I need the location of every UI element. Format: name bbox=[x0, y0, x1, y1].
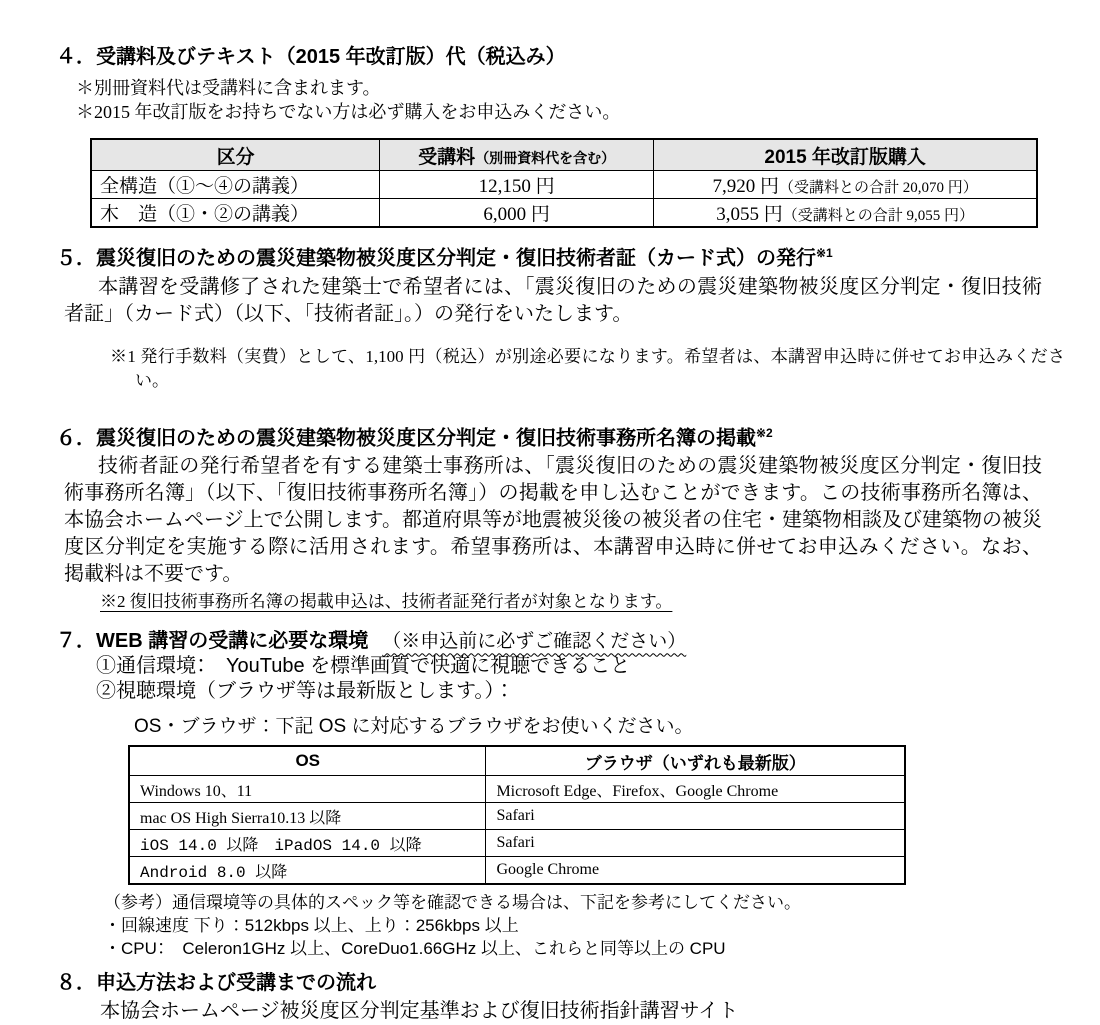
section-5-heading-text: ５．震災復旧のための震災建築物被災度区分判定・復旧技術者証（カード式）の発行 bbox=[56, 247, 816, 270]
section-office-register bbox=[56, 420, 1042, 615]
purchase-note: （受講料との合計 20,070 円） bbox=[779, 180, 978, 196]
fee-col-fee-main: 受講料 bbox=[418, 146, 476, 168]
spec-reference-intro: （参考）通信環境等の具体的スペック等を確認できる場合は、下記を参考にしてください。 bbox=[104, 893, 801, 913]
fee-col-fee-sub: （別冊資料代を含む） bbox=[475, 149, 616, 166]
purchase-cell bbox=[654, 171, 1037, 199]
os-cell: iOS 14.0 以降 iPadOS 14.0 以降 bbox=[129, 830, 486, 857]
fee-note-1: ＊別冊資料代は受講料に含まれます。 bbox=[76, 78, 381, 98]
os-cell: mac OS High Sierra10.13 以降 bbox=[129, 803, 486, 830]
spec-cpu: ・CPU： Celeron1GHz 以上、CoreDuo1.66GHz 以上、これらと同等以上の CPU bbox=[104, 939, 726, 959]
fee-table bbox=[90, 138, 1038, 228]
purchase-amount: 7,920 円 bbox=[712, 176, 780, 197]
spec-reference bbox=[104, 891, 1042, 960]
fee-col-fee bbox=[380, 139, 654, 171]
browser-cell: Microsoft Edge、Firefox、Google Chrome bbox=[486, 776, 905, 803]
footnote-1: ※1 発行手数料（実費）として、1,100 円（税込）が別途必要になります。希望者は、本講習申込時に併せてお申込みください。 bbox=[110, 346, 1065, 390]
fee-col-purchase: 2015 年改訂版購入 bbox=[654, 139, 1037, 171]
fee-cell: 12,150 円 bbox=[380, 171, 654, 199]
env-item-viewing: ②視聴環境（ブラウザ等は最新版とします。）： bbox=[96, 680, 515, 703]
browser-col-header: ブラウザ（いずれも最新版） bbox=[486, 746, 905, 776]
table-row bbox=[129, 857, 905, 885]
table-row bbox=[91, 199, 1037, 228]
section-fees bbox=[56, 44, 1042, 228]
browser-cell: Safari bbox=[486, 803, 905, 830]
fee-note-2: ＊2015 年改訂版をお持ちでない方は必ず購入をお申込みください。 bbox=[76, 102, 621, 122]
section-7-heading-note: （※申込前に必ずご確認ください） bbox=[382, 631, 687, 653]
footnote-ref-2: ※2 bbox=[756, 425, 773, 440]
section-4-heading: ４．受講料及びテキスト（2015 年改訂版）代（税込み） bbox=[56, 46, 566, 68]
spec-line-speed: ・回線速度 下り：512kbps 以上、上り：256kbps 以上 bbox=[104, 916, 519, 936]
section-web-env bbox=[56, 626, 1042, 960]
fee-table-header-row bbox=[91, 139, 1037, 171]
table-row bbox=[129, 830, 905, 857]
section-tech-card bbox=[56, 240, 1065, 393]
purchase-amount: 3,055 円 bbox=[716, 204, 783, 225]
section-8-body: 本協会ホームページ被災度区分判定基準および復旧技術指針講習サイト bbox=[100, 1000, 739, 1023]
browser-cell: Safari bbox=[486, 830, 905, 857]
table-row bbox=[129, 803, 905, 830]
section-6-heading-text: ６．震災復旧のための震災建築物被災度区分判定・復旧技術事務所名簿の掲載 bbox=[56, 427, 756, 450]
purchase-cell bbox=[654, 199, 1037, 228]
browser-cell: Google Chrome bbox=[486, 857, 905, 885]
os-cell: Android 8.0 以降 bbox=[129, 857, 486, 885]
os-browser-line: OS・ブラウザ：下記 OS に対応するブラウザをお使いください。 bbox=[134, 716, 694, 738]
fee-cell: 6,000 円 bbox=[380, 199, 654, 228]
section-5-body: 本講習を受講修了された建築士で希望者には、「震災復旧のための震災建築物被災度区分判定・復旧技術者証」（カード式）（以下、「技術者証」。）の発行をいたします。 bbox=[64, 275, 1042, 325]
os-browser-table bbox=[128, 745, 906, 885]
category-cell: 木 造（①・②の講義） bbox=[91, 199, 380, 228]
os-col-header: OS bbox=[129, 746, 486, 776]
fee-notes bbox=[76, 76, 1042, 124]
fee-col-category: 区分 bbox=[91, 139, 380, 171]
os-cell: Windows 10、11 bbox=[129, 776, 486, 803]
os-table-header-row bbox=[129, 746, 905, 776]
section-6-body: 技術者証の発行希望者を有する建築士事務所は、「震災復旧のための震災建築物被災度区分判定・復旧技術事務所名簿」（以下、「復旧技術事務所名簿」）の掲載を申し込むことができます。この技術事務所名簿は、本協会ホームページ上で公開します。都道府県等が地震被災後の被災者の住宅・建築物相談及び建築物の被災度区分判定を実施する際に活用されます。希望事務所は、本講習申込時に併せてお申込みください。なお、掲載料は不要です。 bbox=[64, 455, 1042, 586]
category-cell: 全構造（①～④の講義） bbox=[91, 171, 380, 199]
section-6-heading bbox=[56, 420, 1042, 452]
section-7-heading: ７．WEB 講習の受講に必要な環境 bbox=[56, 630, 369, 653]
section-apply-flow bbox=[56, 970, 1042, 1025]
section-7-heading-row bbox=[56, 626, 1042, 654]
section-5-heading bbox=[56, 240, 1042, 272]
table-row bbox=[91, 171, 1037, 199]
footnote-2: ※2 復旧技術事務所名簿の掲載申込は、技術者証発行者が対象となります。 bbox=[100, 592, 673, 612]
purchase-note: （受講料との合計 9,055 円） bbox=[782, 208, 975, 224]
section-8-heading: ８．申込方法および受講までの流れ bbox=[56, 972, 376, 995]
env-item-network: ①通信環境： YouTube を標準画質で快適に視聴できること bbox=[96, 655, 631, 678]
table-row bbox=[129, 776, 905, 803]
footnote-ref-1: ※1 bbox=[816, 246, 833, 260]
